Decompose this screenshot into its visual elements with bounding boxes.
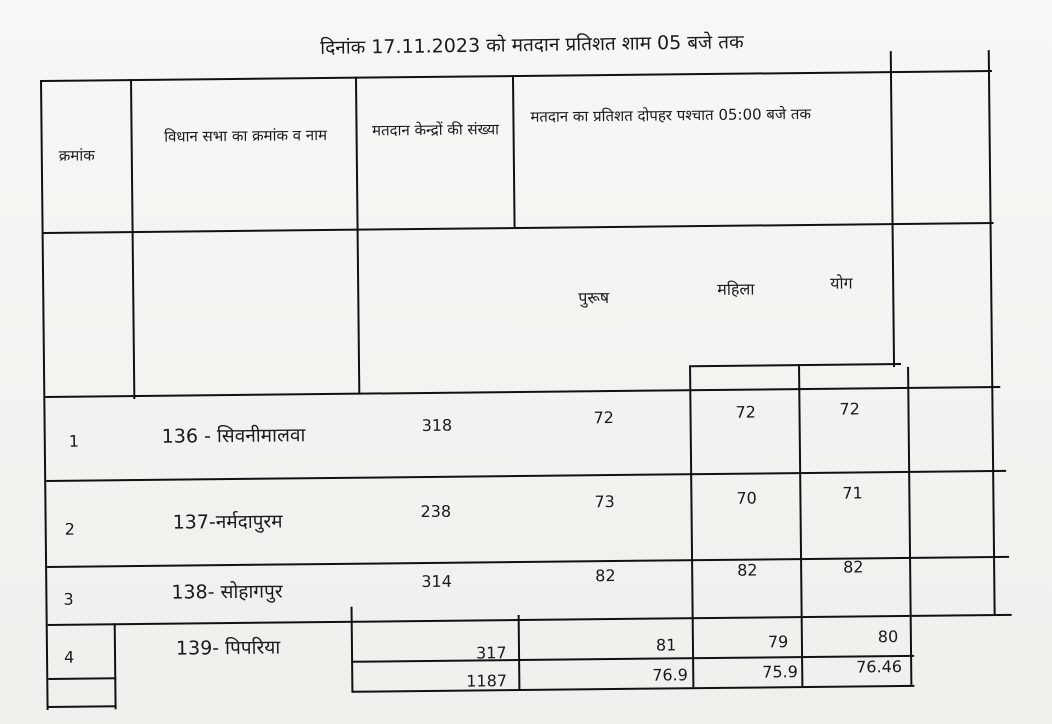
header-turnout: मतदान का प्रतिशत दोपहर पश्चात 05:00 बजे तक — [530, 104, 812, 126]
table-rule — [907, 367, 912, 685]
row1-male: 72 — [593, 408, 615, 428]
table-rule — [689, 365, 694, 687]
header-constituency: विधान सभा का क्रमांक व नाम — [164, 125, 328, 146]
row4-male: 81 — [655, 635, 677, 655]
row4-serial: 4 — [63, 647, 75, 667]
table-rule — [48, 677, 116, 680]
row3-total: 82 — [843, 557, 864, 577]
total-female: 75.9 — [762, 662, 798, 682]
header-female: महिला — [717, 279, 755, 299]
table-rule — [48, 614, 1012, 626]
row3-centers: 314 — [421, 571, 452, 592]
table-border-top — [42, 70, 992, 82]
row1-female: 72 — [735, 402, 756, 422]
row4-total: 80 — [877, 627, 899, 647]
table-rule — [352, 655, 914, 663]
row3-constituency: 138- सोहागपुर — [171, 580, 283, 604]
row1-total: 72 — [839, 399, 860, 419]
table-rule — [46, 470, 1006, 482]
row3-female: 82 — [737, 560, 758, 580]
row4-constituency: 139- पिपरिया — [175, 636, 281, 660]
table-border-bottom — [352, 685, 914, 693]
table-rule — [49, 705, 117, 708]
header-serial: क्रमांक — [58, 146, 95, 165]
table-rule — [45, 386, 1000, 398]
row4-centers: 317 — [475, 643, 507, 663]
table-rule — [351, 607, 354, 693]
table-rule — [890, 51, 895, 367]
table-rule — [47, 556, 1009, 568]
table-rule — [355, 77, 360, 395]
row1-serial: 1 — [68, 431, 80, 451]
row1-constituency: 136 - सिवनीमालवा — [161, 424, 306, 448]
table-rule — [518, 615, 521, 691]
table-rule — [114, 623, 117, 709]
row1-centers: 318 — [421, 415, 453, 436]
header-centers: मतदान केन्द्रों की संख्या — [371, 120, 500, 140]
table-rule — [691, 363, 901, 367]
total-overall: 76.46 — [856, 657, 903, 677]
table-rule — [512, 75, 516, 227]
table-rule — [44, 222, 994, 234]
row3-serial: 3 — [63, 589, 74, 609]
header-total: योग — [830, 273, 853, 293]
table-rule — [130, 79, 135, 399]
row2-female: 70 — [736, 488, 757, 508]
row2-centers: 238 — [420, 501, 452, 522]
document-title: दिनांक 17.11.2023 को मतदान प्रतिशत शाम 05 बजे तक — [320, 31, 744, 59]
total-centers: 1187 — [466, 671, 508, 691]
row2-total: 71 — [842, 483, 863, 503]
row2-constituency: 137-नर्मदापुरम — [172, 510, 283, 534]
row4-female: 79 — [767, 632, 789, 652]
row2-male: 73 — [594, 492, 615, 512]
header-male: पुरूष — [578, 288, 610, 308]
table-border-right — [988, 50, 996, 614]
row3-male: 82 — [595, 566, 616, 586]
table-rule — [798, 364, 803, 686]
total-male: 76.9 — [652, 665, 688, 685]
row2-serial: 2 — [64, 519, 75, 539]
